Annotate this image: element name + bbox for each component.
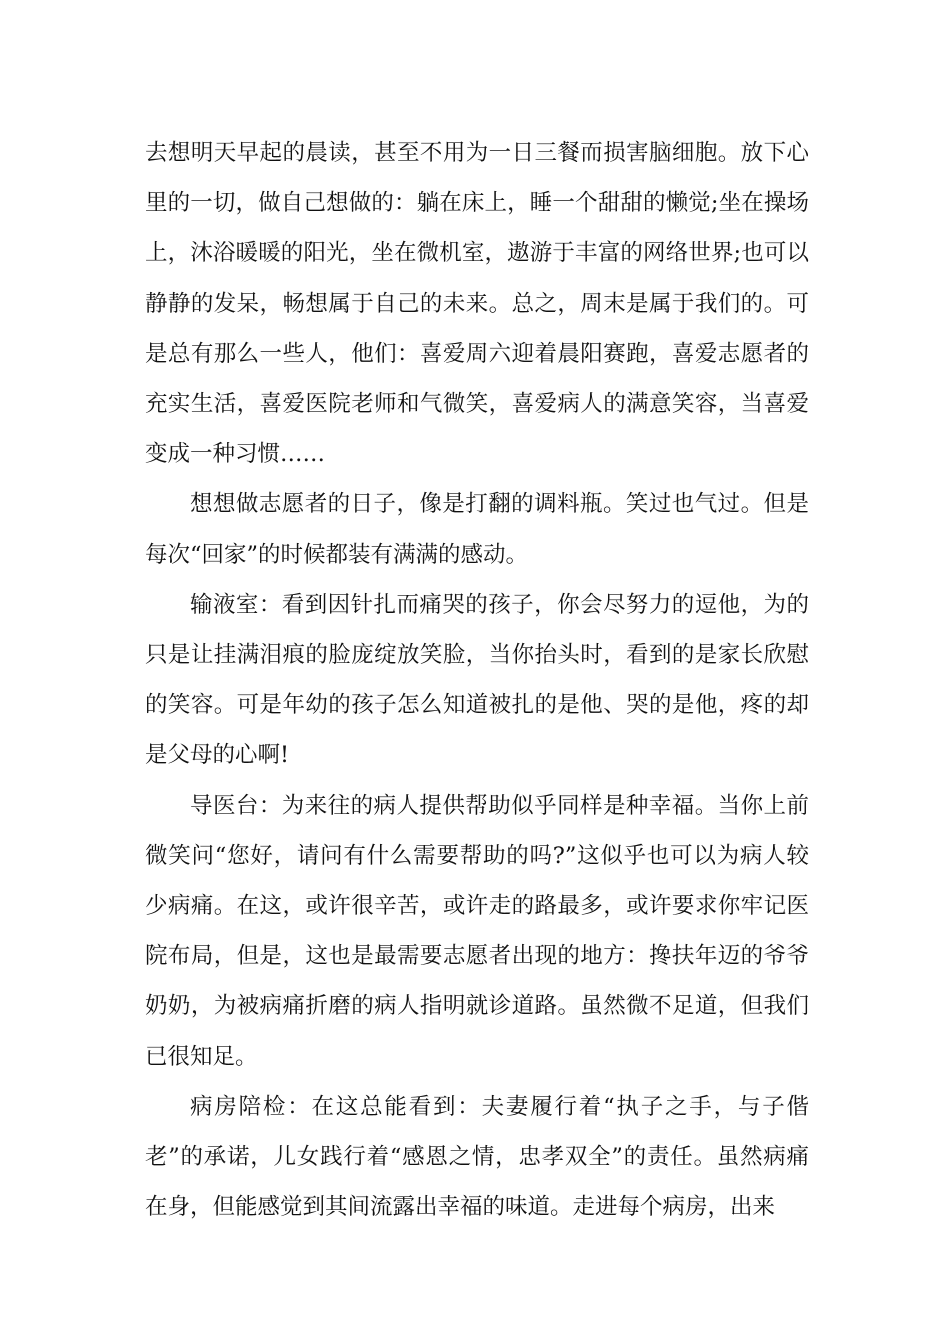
paragraph-4: 导医台：为来往的病人提供帮助似乎同样是种幸福。当你上前微笑问“您好，请问有什么需要帮助的吗?”这似乎也可以为病人较少病痛。在这，或许很辛苦，或许走的路最多，或许要求你牢记医院布局，但是，这也是最需要志愿者出现的地方：搀扶年迈的爷爷奶奶，为被病痛折磨的病人指明就诊道路。虽然微不足道，但我们已很知足。 <box>145 792 809 1070</box>
paragraph-5: 病房陪检：在这总能看到：夫妻履行着“执子之手，与子偕老”的承诺，儿女践行着“感恩之情，忠孝双全”的责任。虽然病痛在身，但能感觉到其间流露出幸福的味道。走进每个病房，出来 <box>145 1093 809 1221</box>
document-page <box>145 128 809 1232</box>
paragraph-1: 去想明天早起的晨读，甚至不用为一日三餐而损害脑细胞。放下心里的一切，做自己想做的：躺在床上，睡一个甜甜的懒觉;坐在操场上，沐浴暖暖的阳光，坐在微机室，遨游于丰富的网络世界;也可以静静的发呆，畅想属于自己的未来。总之，周末是属于我们的。可是总有那么一些人，他们：喜爱周六迎着晨阳赛跑，喜爱志愿者的充实生活，喜爱医院老师和气微笑，喜爱病人的满意笑容，当喜爱变成一种习惯…… <box>145 140 809 468</box>
paragraph-3: 输液室：看到因针扎而痛哭的孩子，你会尽努力的逗他，为的只是让挂满泪痕的脸庞绽放笑脸，当你抬头时，看到的是家长欣慰的笑容。可是年幼的孩子怎么知道被扎的是他、哭的是他，疼的却是父母的心啊! <box>145 591 809 769</box>
paragraph-2: 想想做志愿者的日子，像是打翻的调料瓶。笑过也气过。但是每次“回家”的时候都装有满满的感动。 <box>145 491 809 568</box>
